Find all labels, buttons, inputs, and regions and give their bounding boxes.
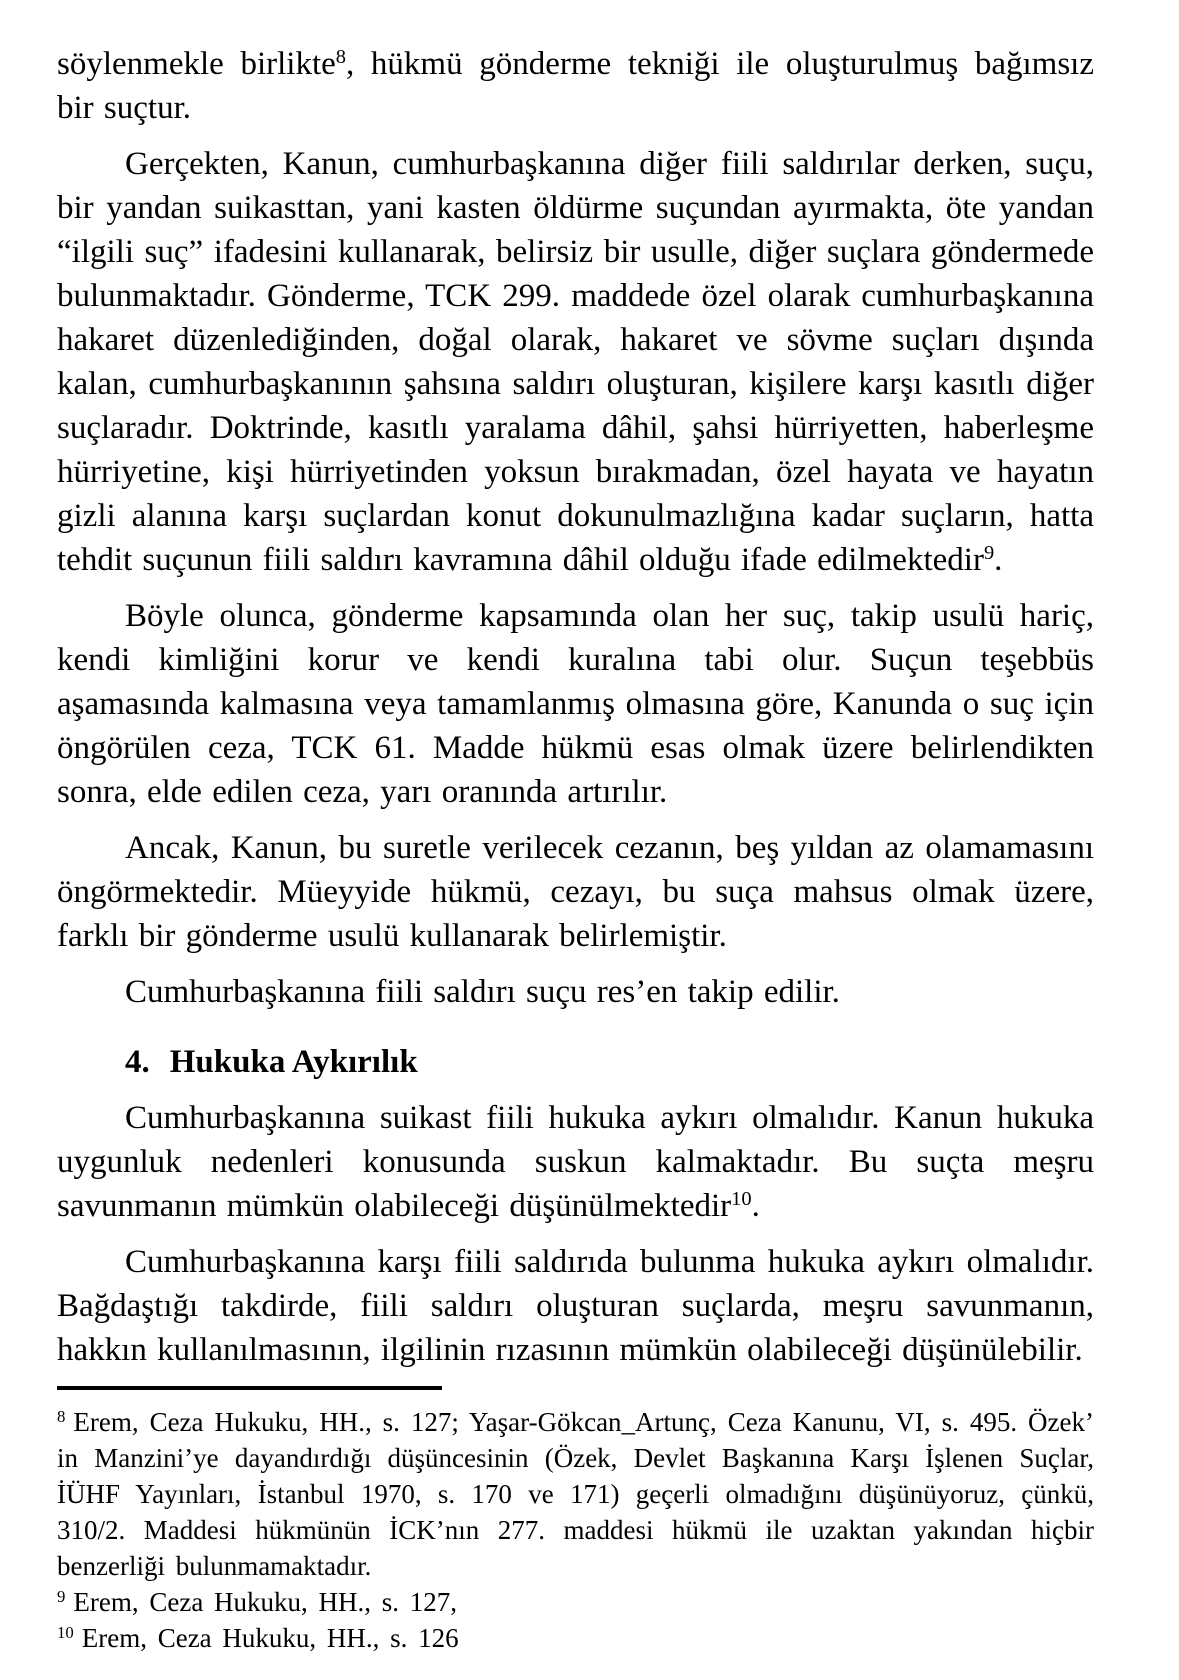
heading-number: 4.	[125, 1044, 150, 1080]
heading-label: Hukuka Aykırılık	[169, 1044, 418, 1080]
footnote-area	[57, 1386, 1094, 1656]
footnote	[57, 1584, 1094, 1620]
footnote-reference: 10	[731, 1187, 752, 1210]
footnote-reference: 8	[335, 45, 346, 68]
footnotes-section	[57, 1404, 1094, 1656]
footnote	[57, 1620, 1094, 1656]
paragraph: Gerçekten, Kanun, cumhurbaşkanına diğer fiili saldırılar derken, suçu, bir yandan suikasttan, yani kasten öldürme suçundan ayırmakta, öte yandan “ilgili suç” ifadesini kullanarak, belirsiz bir usulle, diğer suçlara göndermede bulunmaktadır. Gönderme, TCK 299. maddede özel olarak cumhurbaşkanına hakaret düzenlediğinden, doğal olarak, hakaret ve sövme suçları dışında kalan, cumhurbaşkanının şahsına saldırı oluşturan, kişilere karşı kasıtlı diğer suçlaradır. Doktrinde, kasıtlı yaralama dâhil, şahsi hürriyetten, haberleşme hürriyetine, kişi hürriyetinden yoksun bırakmadan, özel hayata ve hayatın gizli alanına karşı suçlardan konut dokunulmazlığına kadar suçların, hatta tehdit suçunun fiili saldırı kavramına dâhil olduğu ifade edilmektedir$^9$.	[57, 146, 1094, 578]
section-heading	[57, 1040, 1094, 1084]
footnote-text: Erem, Ceza Hukuku, HH., s. 127,	[73, 1587, 458, 1617]
footnote-separator	[57, 1386, 442, 1390]
footnote-marker: 10	[57, 1622, 74, 1642]
paragraph: söylenmekle birlikte$^8$, hükmü gönderme tekniği ile oluşturulmuş bağımsız bir suçtur.	[57, 45, 1095, 126]
footnote-text: Erem, Ceza Hukuku, HH., s. 127; Yaşar-Gökcan_Artunç, Ceza Kanunu, VI, s. 495. Özek’ in Manzini’ye dayandırdığı düşüncesinin (Özek, Devlet Başkanına Karşı İşlenen Suçlar, İÜHF Yayınları, İstanbul 1970, s. 170 ve 171) geçerli olmadığını düşünüyoruz, çünkü, 310/2. Maddesi hükmünün İCK’nın 277. maddesi hükmü ile uzaktan yakından hiçbir benzerliği bulunmamaktadır.	[57, 1407, 1094, 1581]
document-body	[57, 42, 1094, 1384]
paragraph: Cumhurbaşkanına karşı fiili saldırıda bulunma hukuka aykırı olmalıdır. Bağdaştığı takdirde, fiili saldırı oluşturan suçlarda, meşru savunmanın, hakkın kullanılmasının, ilgilinin rızasının mümkün olabileceği düşünülebilir.	[57, 1244, 1094, 1368]
footnote	[57, 1404, 1094, 1584]
paragraph: Böyle olunca, gönderme kapsamında olan her suç, takip usulü hariç, kendi kimliğini korur ve kendi kuralına tabi olur. Suçun teşebbüs aşamasında kalmasına veya tamamlanmış olmasına göre, Kanunda o suç için öngörülen ceza, TCK 61. Madde hükmü esas olmak üzere belirlendikten sonra, elde edilen ceza, yarı oranında artırılır.	[57, 598, 1094, 810]
paragraph: Cumhurbaşkanına suikast fiili hukuka aykırı olmalıdır. Kanun hukuka uygunluk nedenleri konusunda suskun kalmaktadır. Bu suçta meşru savunmanın mümkün olabileceği düşünülmektedir$^{10}$.	[57, 1100, 1094, 1224]
footnote-reference: 9	[983, 541, 995, 564]
footnote-marker: 8	[57, 1406, 66, 1426]
footnote-marker: 9	[57, 1586, 66, 1606]
paragraph: Ancak, Kanun, bu suretle verilecek cezanın, beş yıldan az olamamasını öngörmektedir. Müeyyide hükmü, cezayı, bu suça mahsus olmak üzere, farklı bir gönderme usulü kullanarak belirlemiştir.	[57, 830, 1094, 954]
paragraph: Cumhurbaşkanına fiili saldırı suçu res’en takip edilir.	[125, 974, 840, 1010]
footnote-text: Erem, Ceza Hukuku, HH., s. 126	[81, 1623, 459, 1653]
